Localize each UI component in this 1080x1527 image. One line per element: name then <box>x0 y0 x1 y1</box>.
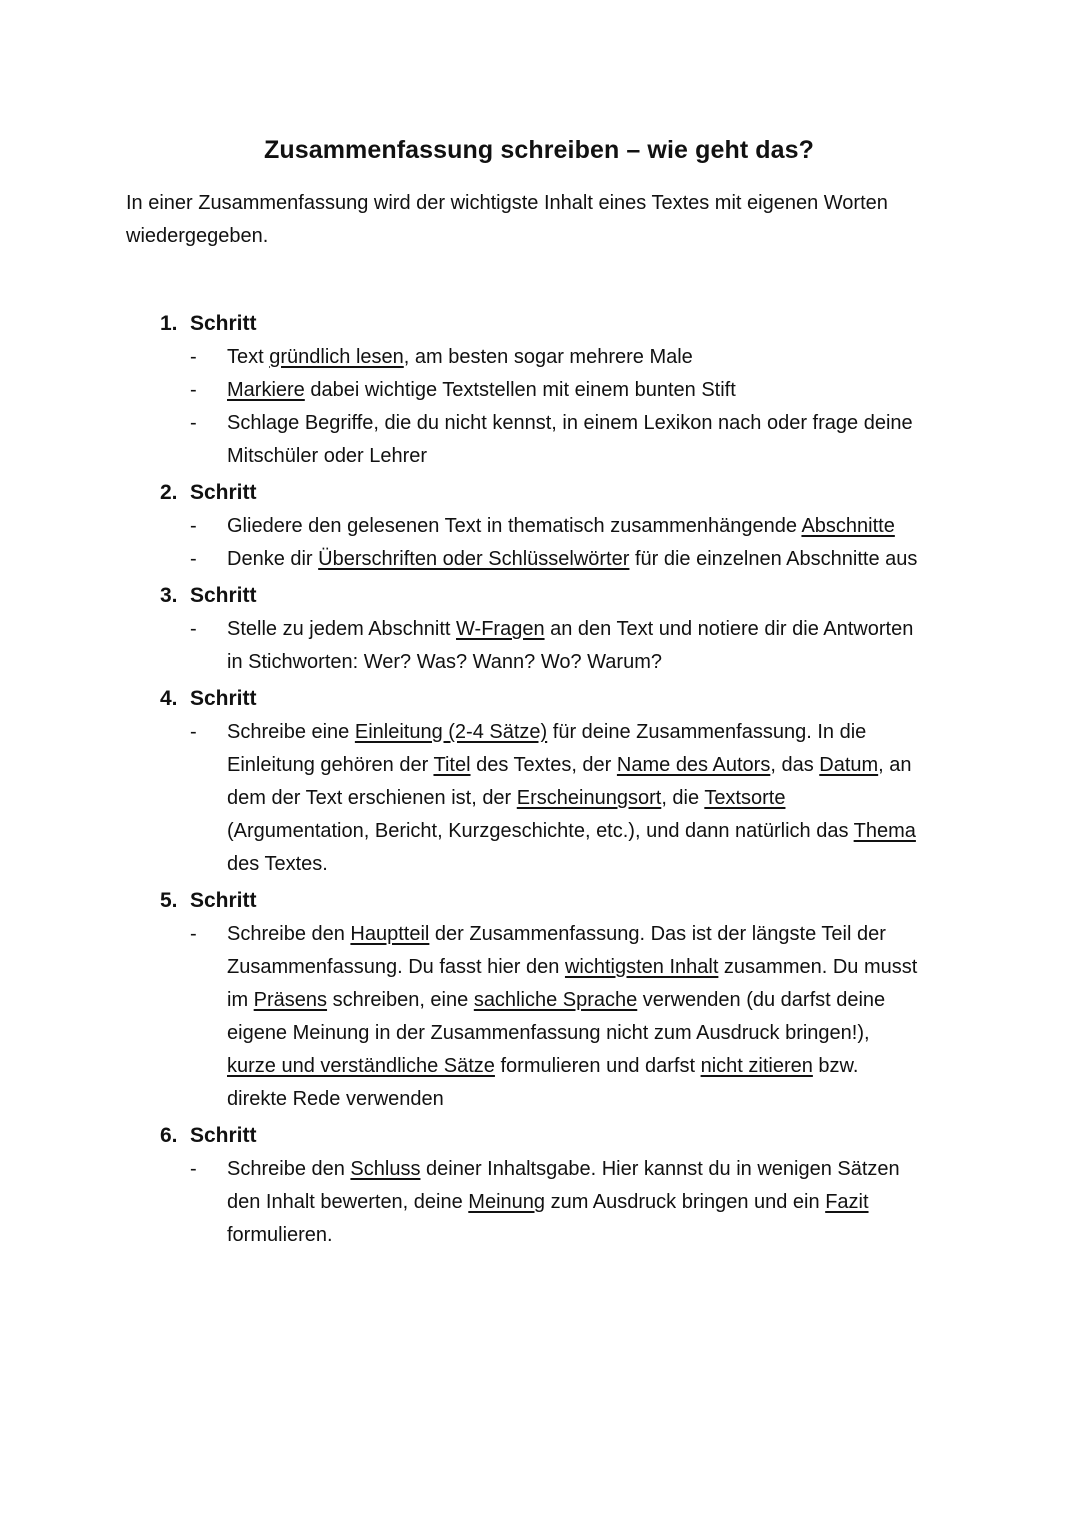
bullet-dash: - <box>190 618 197 640</box>
bullet-text <box>227 618 913 673</box>
bullet-text <box>227 923 917 1110</box>
underlined-text: gründlich lesen <box>269 346 404 368</box>
step-heading-label: Schritt <box>190 481 257 504</box>
underlined-text: Abschnitte <box>801 515 895 537</box>
step-heading-label: Schritt <box>190 687 257 710</box>
underlined-text: Name des Autors <box>616 754 771 776</box>
step-heading-label: Schritt <box>190 1124 257 1147</box>
plain-text: schreiben, eine <box>327 989 474 1011</box>
bullet-dash: - <box>190 548 197 570</box>
underlined-text: Schluss <box>350 1158 421 1180</box>
plain-text: (Argumentation, Bericht, Kurzgeschichte, etc.), und dann natürlich das <box>227 820 854 842</box>
step <box>160 476 952 576</box>
plain-text: zum Ausdruck bringen und ein <box>545 1191 826 1213</box>
bullet-item <box>160 543 920 576</box>
step-number: 4. <box>160 687 178 710</box>
step <box>160 682 952 881</box>
plain-text: an den Text und notiere dir die Antworten in Stichworten: Wer? Was? Wann? Wo? Warum? <box>227 618 914 673</box>
underlined-text: Datum <box>819 754 879 776</box>
plain-text: Schreibe eine <box>227 721 355 743</box>
plain-text: der Zusammenfassung. Das ist der längste Teil der Zusammenfassung. Du fasst hier den <box>227 923 886 978</box>
step-number: 2. <box>160 481 178 504</box>
bullet-list <box>160 716 920 881</box>
bullet-item <box>160 374 920 407</box>
page-title: Zusammenfassung schreiben – wie geht das? <box>263 136 815 164</box>
bullet-list <box>160 510 920 576</box>
underlined-text: Einleitung (2-4 Sätze) <box>354 721 548 743</box>
step-number: 6. <box>160 1124 178 1147</box>
plain-text: des Textes, der <box>470 754 617 776</box>
underlined-text: Titel <box>433 754 471 776</box>
plain-text: zusammen. Du musst im <box>227 956 918 1011</box>
underlined-text: Erscheinungsort <box>516 787 662 809</box>
plain-text: verwenden (du darfst deine eigene Meinung in der Zusammenfassung nicht zum Ausdruck bringen!), <box>227 989 886 1044</box>
step-heading <box>160 682 952 716</box>
bullet-item <box>160 407 920 473</box>
step <box>160 884 952 1116</box>
bullet-dash: - <box>190 721 197 743</box>
bullet-list <box>160 341 920 473</box>
bullet-text <box>227 515 895 537</box>
plain-text: Schreibe den <box>227 1158 351 1180</box>
plain-text: , an dem der Text erschienen ist, der <box>227 754 912 809</box>
step-number: 5. <box>160 889 178 912</box>
bullet-list <box>160 613 920 679</box>
plain-text: Gliedere den gelesenen Text in thematisch zusammenhängende <box>227 515 802 537</box>
step-heading <box>160 307 952 341</box>
plain-text: Stelle zu jedem Abschnitt <box>227 618 457 640</box>
step-number: 3. <box>160 584 178 607</box>
bullet-item <box>160 341 920 374</box>
plain-text: Schreibe den <box>227 923 351 945</box>
plain-text: bzw. direkte Rede verwenden <box>227 1055 859 1110</box>
plain-text: , die <box>661 787 705 809</box>
plain-text: Schlage Begriffe, die du nicht kennst, in einem Lexikon nach oder frage deine Mitschüler oder Lehrer <box>227 412 913 467</box>
underlined-text: W-Fragen <box>456 618 545 640</box>
bullet-dash: - <box>190 379 197 401</box>
step-heading <box>160 476 952 510</box>
underlined-text: Meinung <box>468 1191 546 1213</box>
step <box>160 1119 952 1252</box>
plain-text: des Textes. <box>227 853 328 875</box>
plain-text: formulieren. <box>227 1224 333 1246</box>
bullet-text <box>227 379 736 401</box>
step-heading-label: Schritt <box>190 312 257 335</box>
plain-text: , am besten sogar mehrere Male <box>403 346 693 368</box>
plain-text: deiner Inhaltsgabe. Hier kannst du in wenigen Sätzen den Inhalt bewerten, deine <box>227 1158 900 1213</box>
bullet-dash: - <box>190 923 197 945</box>
bullet-list <box>160 918 920 1116</box>
step-number: 1. <box>160 312 178 335</box>
bullet-text <box>227 721 916 875</box>
bullet-dash: - <box>190 346 197 368</box>
plain-text: für deine Zusammenfassung. In die Einleitung gehören der <box>227 721 867 776</box>
underlined-text: Textsorte <box>704 787 786 809</box>
step <box>160 307 952 473</box>
underlined-text: sachliche Sprache <box>473 989 638 1011</box>
plain-text: dabei wichtige Textstellen mit einem bunten Stift <box>304 379 736 401</box>
plain-text: Denke dir <box>227 548 319 570</box>
step-heading-label: Schritt <box>190 889 257 912</box>
underlined-text: wichtigsten Inhalt <box>564 956 719 978</box>
plain-text: für die einzelnen Abschnitte aus <box>629 548 918 570</box>
steps-list <box>160 307 952 1252</box>
underlined-text: Thema <box>853 820 916 842</box>
bullet-text <box>227 412 913 467</box>
underlined-text: Präsens <box>253 989 328 1011</box>
underlined-text: Überschriften oder Schlüsselwörter <box>318 548 630 570</box>
underlined-text: nicht zitieren <box>700 1055 813 1077</box>
bullet-item <box>160 613 920 679</box>
bullet-dash: - <box>190 412 197 434</box>
bullet-item <box>160 1153 920 1252</box>
bullet-text <box>227 346 693 368</box>
plain-text: , das <box>770 754 820 776</box>
plain-text: Text <box>227 346 270 368</box>
underlined-text: Fazit <box>825 1191 869 1213</box>
bullet-item <box>160 918 920 1116</box>
step-heading <box>160 884 952 918</box>
bullet-item <box>160 716 920 881</box>
underlined-text: kurze und verständliche Sätze <box>227 1055 495 1077</box>
bullet-list <box>160 1153 920 1252</box>
intro-paragraph: In einer Zusammenfassung wird der wichtigste Inhalt eines Textes mit eigenen Worten wiedergegeben. <box>126 192 888 247</box>
bullet-item <box>160 510 920 543</box>
underlined-text: Markiere <box>227 379 305 401</box>
bullet-text <box>227 1158 900 1246</box>
bullet-dash: - <box>190 515 197 537</box>
plain-text: formulieren und darfst <box>494 1055 701 1077</box>
bullet-text <box>227 548 917 570</box>
step-heading-label: Schritt <box>190 584 257 607</box>
step-heading <box>160 579 952 613</box>
step-heading <box>160 1119 952 1153</box>
bullet-dash: - <box>190 1158 197 1180</box>
step <box>160 579 952 679</box>
underlined-text: Hauptteil <box>350 923 430 945</box>
